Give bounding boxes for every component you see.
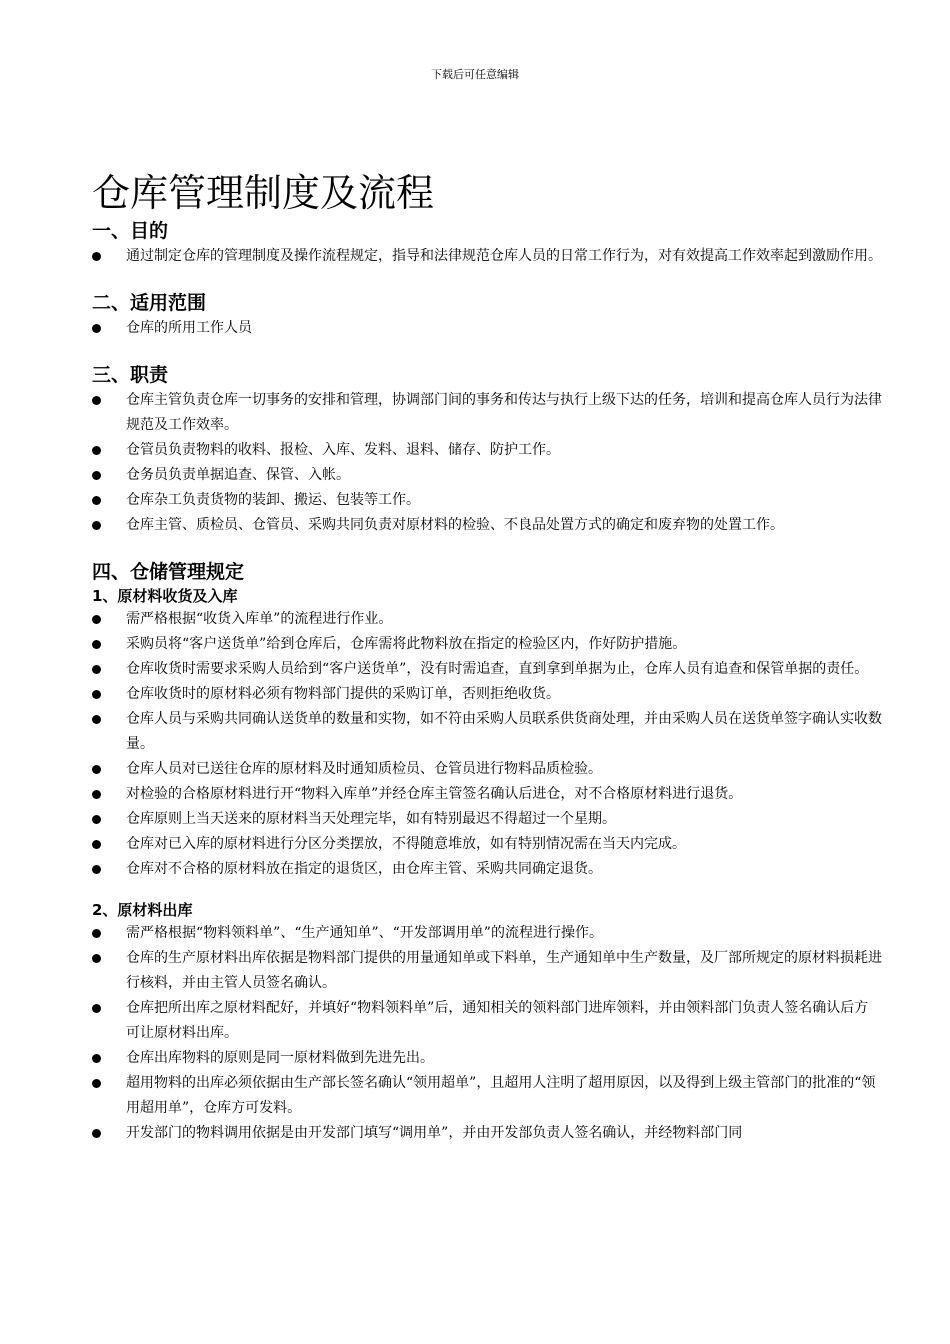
list-item: 通过制定仓库的管理制度及操作流程规定，指导和法律规范仓库人员的日常工作行为，对有效提高工作效率起到激励作用。: [92, 244, 882, 269]
bullet-icon: [92, 471, 101, 480]
bullet-icon: [92, 715, 101, 724]
bullet-icon: [92, 521, 101, 530]
bullet-icon: [92, 615, 101, 624]
list-item: 仓管员负责物料的收料、报检、入库、发料、退料、储存、防护工作。: [92, 438, 882, 463]
list-item: 仓务员负责单据追查、保管、入帐。: [92, 463, 882, 488]
bullet-icon: [92, 396, 101, 405]
bullet-icon: [92, 1054, 101, 1063]
section-heading-duties: 三、职责: [92, 364, 169, 386]
bullet-icon: [92, 640, 101, 649]
bullet-icon: [92, 665, 101, 674]
bullet-icon: [92, 865, 101, 874]
bullet-icon: [92, 790, 101, 799]
bullet-icon: [92, 496, 101, 505]
list-item: 仓库对已入库的原材料进行分区分类摆放，不得随意堆放，如有特别情况需在当天内完成。: [92, 832, 882, 857]
list-item: 仓库主管负责仓库一切事务的安排和管理，协调部门间的事务和传达与执行上级下达的任务，培训和提高仓库人员行为法律规范及工作效率。: [92, 388, 882, 438]
page-header: 下载后可任意编辑: [431, 68, 519, 81]
subsection-heading-issuing: 2、原材料出库: [92, 901, 193, 919]
section-heading-scope: 二、适用范围: [92, 292, 207, 314]
duties-list: [92, 388, 882, 538]
subsection-heading-receiving: 1、原材料收货及入库: [92, 587, 238, 605]
list-item: 仓库原则上当天送来的原材料当天处理完毕，如有特别最迟不得超过一个星期。: [92, 807, 882, 832]
list-item: 仓库对不合格的原材料放在指定的退货区，由仓库主管、采购共同确定退货。: [92, 857, 882, 882]
bullet-icon: [92, 1004, 101, 1013]
list-item: 开发部门的物料调用依据是由开发部门填写“调用单”，并由开发部负责人签名确认，并经物料部门同: [92, 1121, 882, 1146]
bullet-icon: [92, 324, 101, 333]
section-heading-purpose: 一、目的: [92, 220, 169, 242]
bullet-icon: [92, 252, 101, 261]
bullet-icon: [92, 1079, 101, 1088]
list-item: 仓库的生产原材料出库依据是物料部门提供的用量通知单或下料单，生产通知单中生产数量，及厂部所规定的原材料损耗进行核料，并由主管人员签名确认。: [92, 946, 882, 996]
list-item: 超用物料的出库必须依据由生产部长签名确认“领用超单”，且超用人注明了超用原因，以及得到上级主管部门的批准的“领用超用单”，仓库方可发料。: [92, 1071, 882, 1121]
list-item: 仓库人员与采购共同确认送货单的数量和实物，如不符由采购人员联系供货商处理，并由采购人员在送货单签字确认实收数量。: [92, 707, 882, 757]
bullet-icon: [92, 446, 101, 455]
list-item: 仓库收货时的原材料必须有物料部门提供的采购订单，否则拒绝收货。: [92, 682, 882, 707]
bullet-icon: [92, 954, 101, 963]
bullet-icon: [92, 690, 101, 699]
list-item: 采购员将“客户送货单”给到仓库后，仓库需将此物料放在指定的检验区内，作好防护措施。: [92, 632, 882, 657]
list-item: 仓库杂工负责货物的装卸、搬运、包装等工作。: [92, 488, 882, 513]
list-item: 仓库收货时需要求采购人员给到“客户送货单”，没有时需追查，直到拿到单据为止，仓库人员有追查和保管单据的责任。: [92, 657, 882, 682]
list-item: 仓库出库物料的原则是同一原材料做到先进先出。: [92, 1046, 882, 1071]
list-item: 仓库主管、质检员、仓管员、采购共同负责对原材料的检验、不良品处置方式的确定和废弃物的处置工作。: [92, 513, 882, 538]
bullet-icon: [92, 765, 101, 774]
list-item: 需严格根据“收货入库单”的流程进行作业。: [92, 607, 882, 632]
document-body: [92, 168, 882, 1146]
list-item: 需严格根据“物料领料单”、“生产通知单”、“开发部调用单”的流程进行操作。: [92, 921, 882, 946]
document-title: 仓库管理制度及流程: [92, 171, 435, 215]
list-item: 仓库把所出库之原材料配好，并填好“物料领料单”后，通知相关的领料部门进库领料，并由领料部门负责人签名确认后方可让原材料出库。: [92, 996, 882, 1046]
bullet-icon: [92, 815, 101, 824]
scope-list: [92, 316, 882, 341]
list-item: 仓库人员对已送往仓库的原材料及时通知质检员、仓管员进行物料品质检验。: [92, 757, 882, 782]
issuing-list: [92, 921, 882, 1146]
bullet-icon: [92, 840, 101, 849]
list-item: 仓库的所用工作人员: [92, 316, 882, 341]
receiving-list: [92, 607, 882, 882]
purpose-list: [92, 244, 882, 269]
bullet-icon: [92, 1129, 101, 1138]
section-heading-storage-rules: 四、仓储管理规定: [92, 561, 245, 583]
list-item: 对检验的合格原材料进行开“物料入库单”并经仓库主管签名确认后进仓，对不合格原材料进行退货。: [92, 782, 882, 807]
bullet-icon: [92, 929, 101, 938]
